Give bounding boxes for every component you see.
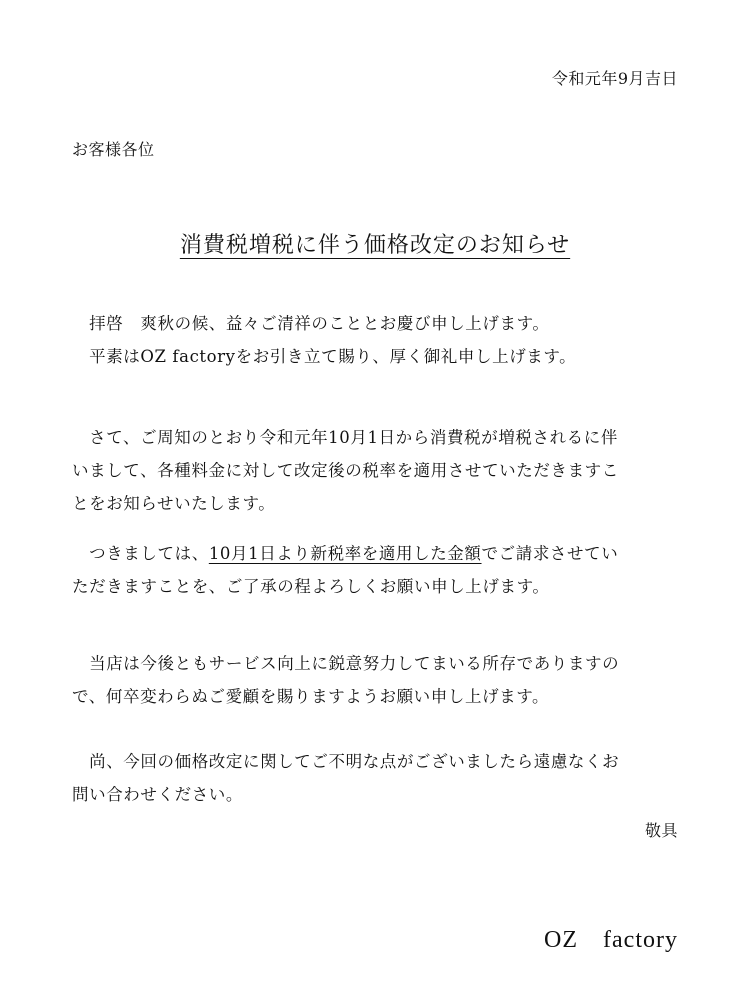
- paragraph-billing: [72, 537, 678, 603]
- line-suffix: でご請求させてい: [481, 544, 619, 563]
- paragraph-line: [72, 537, 678, 570]
- paragraph-service: [72, 647, 678, 713]
- paragraph-greeting: [72, 307, 678, 373]
- recipient-line: お客様各位: [72, 140, 155, 159]
- paragraph-line: とをお知らせいたします。: [72, 494, 276, 513]
- letter-title-text: 消費税増税に伴う価格改定のお知らせ: [179, 233, 571, 258]
- paragraph-line: 問い合わせください。: [72, 785, 243, 804]
- paragraph-inquiry: [72, 745, 678, 811]
- paragraph-line: さて、ご周知のとおり令和元年10月1日から消費税が増税されるに伴: [72, 428, 618, 447]
- paragraph-line: 拝啓 爽秋の候、益々ご清祥のこととお慶び申し上げます。: [72, 314, 550, 333]
- underlined-phrase: 10月1日より新税率を適用した金額: [208, 544, 482, 563]
- paragraph-line: 平素はOZ factoryをお引き立て賜り、厚く御礼申し上げます。: [72, 347, 577, 366]
- paragraph-line: 当店は今後ともサービス向上に鋭意努力してまいる所存でありますの: [72, 654, 620, 673]
- paragraph-line: 尚、今回の価格改定に関してご不明な点がございましたら遠慮なくお: [72, 752, 620, 771]
- closing-keigu: 敬具: [644, 821, 678, 840]
- signature: OZ factory: [544, 927, 678, 953]
- letter-title: [0, 228, 750, 259]
- paragraph-line: で、何卒変わらぬご愛顧を賜りますようお願い申し上げます。: [72, 687, 550, 706]
- paragraph-tax-increase: [72, 421, 678, 520]
- paragraph-line: いまして、各種料金に対して改定後の税率を適用させていただきますこ: [72, 461, 619, 480]
- paragraph-line: ただきますことを、ご了承の程よろしくお願い申し上げます。: [72, 577, 550, 596]
- line-prefix: つきましては、: [72, 544, 209, 563]
- letter-date: 令和元年9月吉日: [551, 69, 678, 88]
